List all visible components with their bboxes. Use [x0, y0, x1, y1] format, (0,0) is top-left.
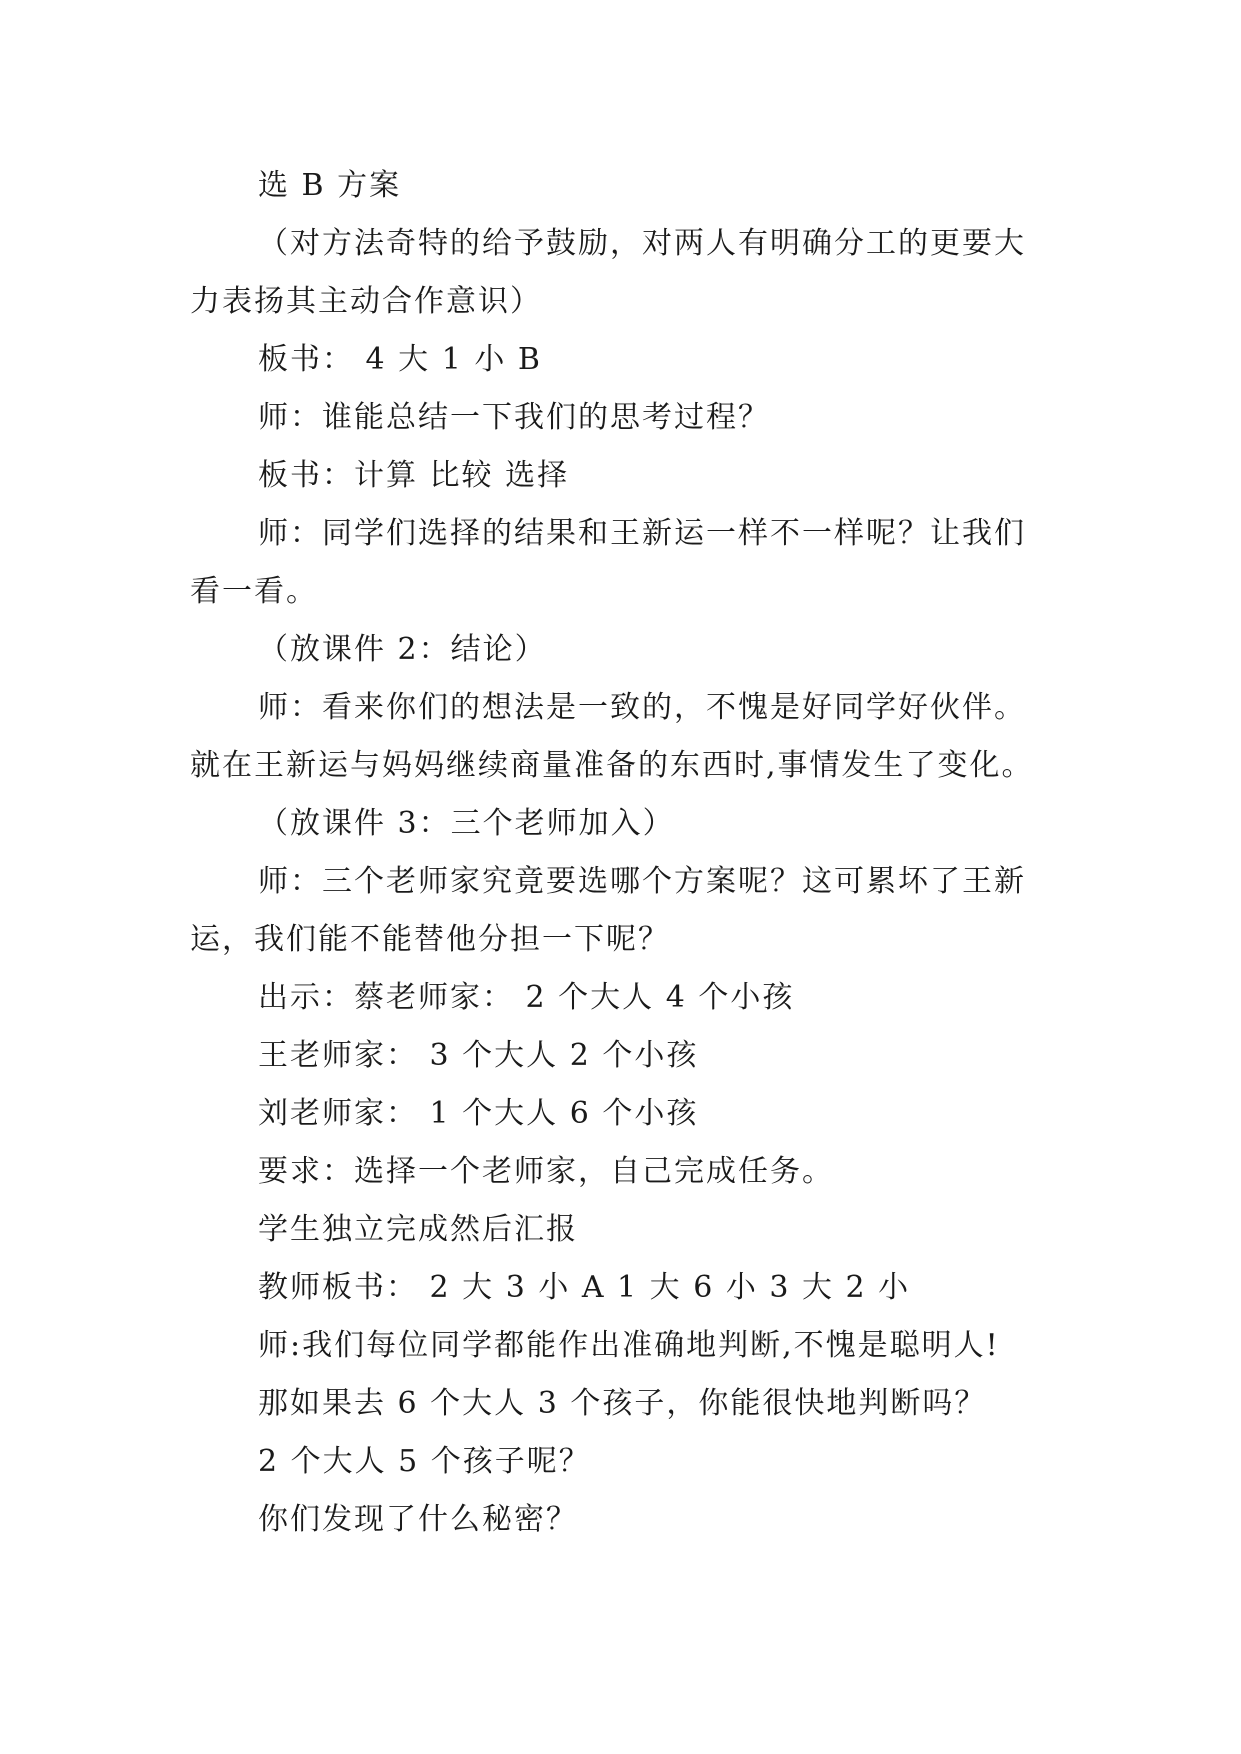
text-line-2: （对方法奇特的给予鼓励，对两人有明确分工的更要大 — [258, 226, 1026, 261]
text-line-15: 出示：蔡老师家： 2 个大人 4 个小孩 — [258, 980, 795, 1015]
text-line-16: 王老师家： 3 个大人 2 个小孩 — [258, 1038, 699, 1073]
text-line-17: 刘老师家： 1 个大人 6 个小孩 — [258, 1096, 699, 1131]
text-line-5: 师：谁能总结一下我们的思考过程？ — [258, 400, 770, 435]
text-line-19: 学生独立完成然后汇报 — [258, 1212, 578, 1247]
text-line-4: 板书： 4 大 1 小 B — [258, 342, 542, 377]
text-line-18: 要求：选择一个老师家，自己完成任务。 — [258, 1154, 834, 1189]
text-line-3: 力表扬其主动合作意识） — [190, 284, 542, 319]
text-line-9: （放课件 2：结论） — [258, 632, 547, 667]
text-line-7: 师：同学们选择的结果和王新运一样不一样呢？让我们 — [258, 516, 1026, 551]
text-line-22: 那如果去 6 个大人 3 个孩子，你能很快地判断吗？ — [258, 1386, 987, 1421]
text-line-20: 教师板书： 2 大 3 小 A 1 大 6 小 3 大 2 小 — [258, 1270, 911, 1305]
text-line-8: 看一看。 — [190, 574, 318, 609]
text-line-11: 就在王新运与妈妈继续商量准备的东西时,事情发生了变化。 — [190, 748, 1034, 783]
text-line-12: （放课件 3：三个老师加入） — [258, 806, 675, 841]
text-line-1: 选 B 方案 — [258, 168, 402, 203]
text-line-6: 板书：计算 比较 选择 — [258, 458, 570, 493]
text-line-10: 师：看来你们的想法是一致的，不愧是好同学好伙伴。 — [258, 690, 1026, 725]
text-line-23: 2 个大人 5 个孩子呢？ — [258, 1444, 591, 1479]
text-line-21: 师:我们每位同学都能作出准确地判断,不愧是聪明人! — [258, 1328, 1000, 1363]
text-line-24: 你们发现了什么秘密？ — [258, 1502, 578, 1537]
text-line-14: 运，我们能不能替他分担一下呢？ — [190, 922, 670, 957]
text-line-13: 师：三个老师家究竟要选哪个方案呢？这可累坏了王新 — [258, 864, 1026, 899]
